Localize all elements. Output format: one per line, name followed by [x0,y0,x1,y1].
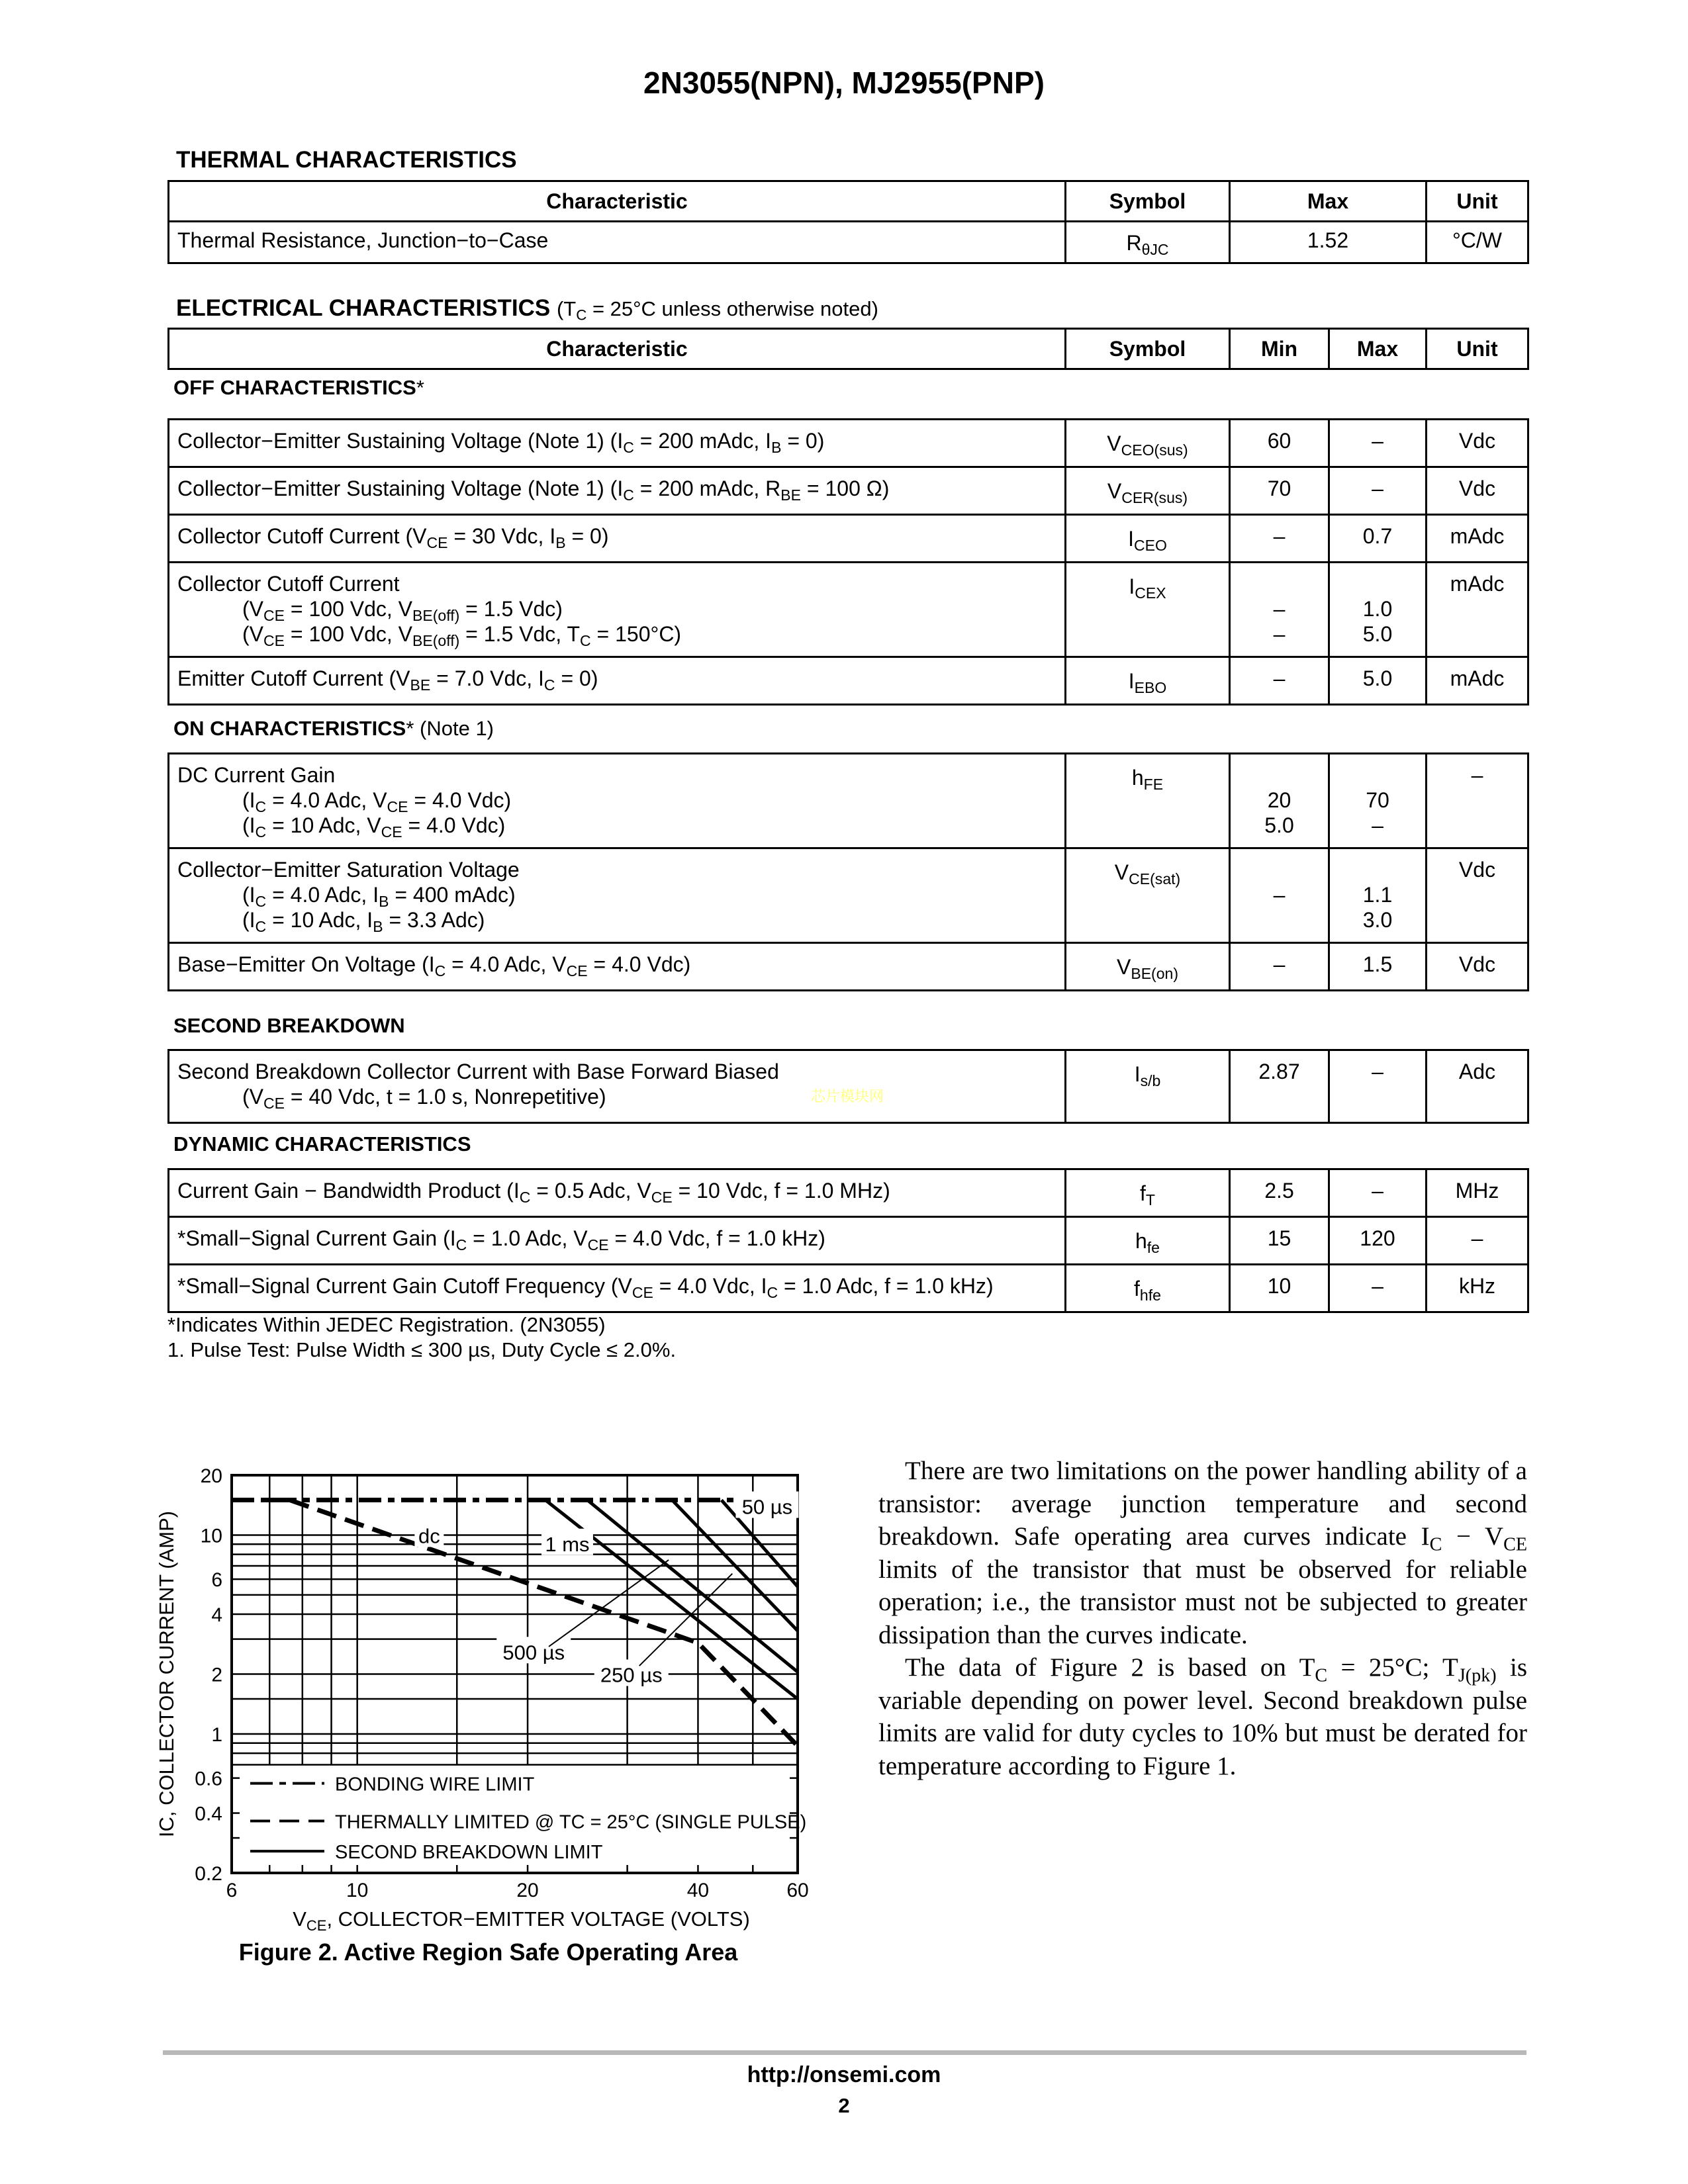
x-tick-label: 6 [226,1880,238,1901]
subscript: CEX [1135,584,1166,602]
figure-caption: Figure 2. Active Region Safe Operating Area [238,1938,738,1966]
text-segment: h [1135,1229,1147,1253]
text-segment: = 10 Vdc, f = 1.0 MHz) [672,1179,890,1203]
subscript: fe [1147,1238,1160,1256]
thermal-heading: THERMAL CHARACTERISTICS [176,147,517,173]
text-segment: *Small−Signal Current Gain Cutoff Frequency (V [177,1274,632,1298]
unit-cell: mAdc [1427,515,1528,563]
min-cell: – [1230,848,1329,943]
subscript: C [434,962,446,979]
subscript: CE [632,1283,653,1301]
characteristic-cell: Thermal Resistance, Junction−to−Case [169,222,1066,263]
subscript: CE [426,533,448,551]
annotation-arrow [549,1560,669,1647]
table-row [169,657,1528,705]
subscript: CE [263,1094,285,1112]
unit-cell: Vdc [1427,943,1528,991]
subscript: C [543,676,555,694]
text-segment: = 10 Adc, V [266,813,381,837]
table-row [169,1265,1528,1312]
annotation-label: dc [418,1524,440,1548]
section-label: OFF CHARACTERISTICS* [173,376,424,399]
y-axis-label: IC, COLLECTOR CURRENT (AMP) [155,1510,178,1838]
subscript: C [580,631,591,649]
text-segment: = 0) [555,666,598,690]
body-text [878,1455,1527,1782]
symbol-cell [1066,563,1230,657]
max-cell: 5.0 [1329,657,1427,705]
characteristic-cell [169,1050,1066,1123]
max-cell: 0.7 [1329,515,1427,563]
text-segment: Collector Cutoff Current (V [177,524,427,548]
subscript: CE [651,1188,673,1206]
unit-cell: – [1427,754,1528,848]
text-segment: = 0) [781,429,825,453]
annotation-label: 500 µs [502,1641,565,1664]
subscript: C [455,1236,467,1253]
text-segment: = 1.5 Vdc) [459,597,563,621]
col-header: Unit [1427,181,1528,222]
col-header: Characteristic [169,329,1066,369]
subscript: s/b [1140,1071,1161,1089]
footnote: *Indicates Within JEDEC Registration. (2N3055) [167,1313,606,1336]
subscript: T [1145,1191,1155,1208]
subscript: BE [780,486,802,504]
text-segment: = 1.0 Adc, V [467,1226,588,1250]
page-number: 2 [838,2094,850,2117]
characteristics-table [167,418,1529,705]
characteristic-cell [169,1265,1066,1312]
y-tick-label: 2 [211,1664,222,1686]
text-segment: = 100 Vdc, V [285,597,413,621]
text-segment: I [1128,527,1134,551]
footer-url[interactable]: http://onsemi.com [747,2062,941,2087]
subscript: C [519,1188,531,1206]
y-tick-label: 6 [211,1569,222,1592]
text-segment: (I [242,813,256,837]
table-row [169,563,1528,657]
table-row [169,943,1528,991]
text-segment: I [1134,1062,1141,1086]
text-segment: = 3.3 Adc) [383,908,485,932]
characteristic-cell [169,657,1066,705]
text-segment: = 4.0 Vdc) [587,952,691,976]
min-cell: 20 5.0 [1230,754,1329,848]
characteristic-cell [169,754,1066,848]
col-header: Unit [1427,329,1528,369]
subscript: BE(off) [412,606,460,624]
subscript: hfe [1139,1286,1161,1304]
characteristic-cell [169,420,1066,467]
text-segment: Emitter Cutoff Current (V [177,666,410,690]
max-cell: 120 [1329,1217,1427,1265]
symbol-cell [1066,1169,1230,1217]
y-tick-label: 10 [200,1525,222,1547]
table-row [169,222,1528,263]
text-segment: Collector−Emitter Sustaining Voltage (Note 1) (I [177,429,624,453]
characteristic-cell [169,848,1066,943]
max-cell: – [1329,1265,1427,1312]
text-segment: = 100 Ω) [801,477,890,500]
symbol-cell [1066,1217,1230,1265]
subscript: C [255,892,267,910]
unit-cell: mAdc [1427,563,1528,657]
table-row [169,467,1528,515]
text-segment: = 1.5 Vdc, T [459,622,581,646]
subscript: B [771,438,782,456]
min-cell: 60 [1230,420,1329,467]
section-label: DYNAMIC CHARACTERISTICS [173,1132,471,1156]
text-segment: = 200 mAdc, I [633,429,772,453]
characteristic-cell [169,515,1066,563]
subscript: C [1429,1534,1442,1555]
subscript: CE [587,1236,609,1253]
unit-cell: Vdc [1427,420,1528,467]
text-segment: = 7.0 Vdc, I [430,666,544,690]
unit-cell: Vdc [1427,467,1528,515]
electrical-heading: ELECTRICAL CHARACTERISTICS ($T_C = 25^\circ C$ unless otherwise noted) [176,295,878,324]
footnote: 1. Pulse Test: Pulse Width ≤ 300 µs, Duty Cycle ≤ 2.0%. [167,1338,677,1361]
table-row [169,420,1528,467]
text-segment: = 25°C unless otherwise noted) [586,297,878,320]
text-segment: f [1134,1277,1140,1300]
text-segment: (I [242,883,256,907]
col-header: Symbol [1066,181,1230,222]
x-tick-label: 10 [346,1880,369,1901]
symbol-cell [1066,1050,1230,1123]
text-segment: = 0) [565,524,609,548]
text-segment: V [1116,955,1131,979]
y-tick-label: 0.6 [195,1768,222,1790]
x-axis-label: $V_{CE}$, COLLECTOR−EMITTER VOLTAGE (VOLTS) [293,1907,750,1934]
subscript: C [255,797,267,815]
text-segment: (V [242,622,263,646]
paragraph [878,1455,1527,1651]
text-segment: − V [1442,1522,1504,1551]
characteristic-cell [169,467,1066,515]
text-segment: is variable depending on power level. Second breakdown pulse limits are valid for duty cycles to 10% but must be derated for temperature according to Figure 1. [878,1653,1527,1780]
x-tick-label: 40 [686,1880,710,1901]
text-segment: = 4.0 Vdc, f = 1.0 kHz) [608,1226,825,1250]
characteristics-table [167,1168,1529,1313]
subscript: BE [410,676,431,694]
characteristic-cell [169,1217,1066,1265]
text-segment: The data of Figure 2 is based on T [905,1653,1315,1682]
series-line-500-s [587,1500,798,1672]
subscript: C [255,917,267,935]
table-row [169,1169,1528,1217]
x-tick-label: 60 [786,1880,809,1901]
text-segment: = 150°C) [590,622,682,646]
annotation-label: 1 ms [545,1532,590,1556]
subscript: CE [263,606,285,624]
text-segment: DC Current Gain [177,763,336,787]
max-cell: 1.5 [1329,943,1427,991]
symbol-cell: $R_{\theta JC}$ [1066,222,1230,263]
x-tick-label: 20 [516,1880,539,1901]
col-header: Min [1230,329,1329,369]
symbol-cell [1066,420,1230,467]
soa-chart [0,1423,861,1985]
annotation-arrow [639,1574,733,1666]
min-cell: – – [1230,563,1329,657]
min-cell: 10 [1230,1265,1329,1312]
min-cell: – [1230,943,1329,991]
y-tick-label: 0.2 [195,1863,222,1885]
subscript: CEO [1133,536,1167,554]
section-label: ON CHARACTERISTICS* (Note 1) [173,717,494,740]
min-cell: 2.87 [1230,1050,1329,1123]
text-segment: = 4.0 Vdc) [408,788,512,812]
unit-cell: mAdc [1427,657,1528,705]
text-segment: Collector Cutoff Current [177,572,400,596]
symbol-cell [1066,943,1230,991]
unit-cell: kHz [1427,1265,1528,1312]
max-cell: – [1329,420,1427,467]
min-cell: 70 [1230,467,1329,515]
symbol-cell [1066,848,1230,943]
subscript: CE(sat) [1129,870,1181,887]
col-header: Max [1230,181,1427,222]
subscript: C [255,823,267,841]
text-segment: (T [556,297,577,320]
subscript: CE [381,823,402,841]
max-cell: – [1329,1169,1427,1217]
unit-cell: – [1427,1217,1528,1265]
text-segment: = 4.0 Adc, V [445,952,567,976]
text-segment: limits of the transistor that must be observed for reliable operation; i.e., the transistor must not be subjected to greater dissipation than the curves indicate. [878,1555,1527,1649]
max-cell: 1.52 [1230,222,1427,263]
paragraph [878,1651,1527,1782]
subscript: C [623,438,634,456]
table-row [169,1217,1528,1265]
subscript: B [373,917,383,935]
legend-label: THERMALLY LIMITED @ TC = 25°C (SINGLE PULSE) [335,1811,807,1833]
unit-cell: MHz [1427,1169,1528,1217]
text-segment: = 4.0 Adc, V [266,788,387,812]
col-header: Max [1329,329,1427,369]
subscript: C [623,486,634,504]
text-segment: = 400 mAdc) [389,883,516,907]
subscript: CE [263,631,285,649]
unit-cell: °C/W [1427,222,1528,263]
legend-label: SECOND BREAKDOWN LIMIT [335,1842,603,1864]
electrical-header-table [167,328,1529,370]
y-tick-label: 1 [211,1723,222,1746]
text-segment: = 4.0 Vdc) [402,813,506,837]
subscript: CE [1503,1534,1527,1555]
table-row [169,754,1528,848]
subscript: B [555,533,566,551]
annotation-label: 50 µs [741,1495,793,1519]
text-segment: (I [242,908,256,932]
max-cell: – [1329,467,1427,515]
symbol-cell [1066,1265,1230,1312]
max-cell: 1.0 5.0 [1329,563,1427,657]
text-segment: = 0.5 Adc, V [530,1179,651,1203]
min-cell: – [1230,515,1329,563]
symbol-cell [1066,467,1230,515]
text-segment: = 10 Adc, I [266,908,373,932]
subscript: C [767,1283,778,1301]
page-title: 2N3055(NPN), MJ2955(PNP) [643,66,1045,100]
max-cell: 1.1 3.0 [1329,848,1427,943]
text-segment: Second Breakdown Collector Current with Base Forward Biased [177,1060,779,1083]
unit-cell: Adc [1427,1050,1528,1123]
text-segment: There are two limitations on the power handling ability of a transistor: average junction temperature and second breakdown. Safe operating area curves indicate I [878,1457,1527,1551]
text-segment: Collector−Emitter Saturation Voltage [177,858,520,882]
subscript: FE [1143,775,1164,793]
table-row [169,515,1528,563]
subscript: CER(sus) [1121,488,1188,506]
text-segment: Collector−Emitter Sustaining Voltage (Note 1) (I [177,477,624,500]
characteristic-cell [169,1169,1066,1217]
symbol-cell [1066,754,1230,848]
subscript: C [576,306,587,324]
text-segment: = 40 Vdc, t = 1.0 s, Nonrepetitive) [285,1085,606,1109]
text-segment: = 4.0 Vdc, I [653,1274,767,1298]
subscript: BE(on) [1131,964,1179,982]
subscript: BE(off) [412,631,460,649]
text-segment: V [1107,479,1122,503]
min-cell: 2.5 [1230,1169,1329,1217]
text-segment: f [1140,1181,1146,1205]
thermal-table [167,180,1529,264]
subscript: CE [566,962,588,979]
y-tick-label: 20 [200,1465,222,1487]
section-label: SECOND BREAKDOWN [173,1014,405,1037]
subscript: EBO [1134,678,1167,696]
subscript: CEO(sus) [1121,441,1188,459]
min-cell: 15 [1230,1217,1329,1265]
text-segment: Current Gain − Bandwidth Product (I [177,1179,520,1203]
col-header: Symbol [1066,329,1230,369]
text-segment: = 25°C; T [1327,1653,1458,1682]
text-segment: (V [242,597,263,621]
subscript: B [379,892,389,910]
watermark: 芯片模块网 [811,1088,884,1105]
col-header: Characteristic [169,181,1066,222]
y-tick-label: 0.4 [195,1803,222,1825]
characteristic-cell [169,563,1066,657]
min-cell: – [1230,657,1329,705]
text-segment: Base−Emitter On Voltage (I [177,952,435,976]
electrical-note [556,297,878,324]
text-segment: = 100 Vdc, V [285,622,413,646]
text-segment: I [1128,669,1135,693]
symbol-cell [1066,657,1230,705]
text-segment: *Small−Signal Current Gain (I [177,1226,456,1250]
text-segment: h [1131,766,1144,790]
text-segment: (I [242,788,256,812]
text-segment: V [1107,432,1121,455]
text-segment: = 30 Vdc, I [447,524,556,548]
legend-label: BONDING WIRE LIMIT [335,1774,535,1796]
text-segment: = 200 mAdc, R [633,477,781,500]
table-row [169,848,1528,943]
characteristic-cell [169,943,1066,991]
max-cell: 70 – [1329,754,1427,848]
text-segment: = 4.0 Adc, I [266,883,379,907]
series-line-dc [232,1500,798,1747]
max-cell: – [1329,1050,1427,1123]
text-segment: I [1129,574,1135,598]
subscript: J(pk) [1458,1665,1497,1686]
characteristics-table [167,752,1529,991]
text-segment: (V [242,1085,263,1109]
footer-divider [163,2050,1526,2055]
y-tick-label: 4 [211,1604,222,1627]
annotation-label: 250 µs [600,1663,663,1687]
text-segment: V [1114,860,1129,884]
text-segment: = 1.0 Adc, f = 1.0 kHz) [778,1274,994,1298]
subscript: CE [387,797,408,815]
subscript: C [1315,1665,1328,1686]
symbol-cell [1066,515,1230,563]
unit-cell: Vdc [1427,848,1528,943]
